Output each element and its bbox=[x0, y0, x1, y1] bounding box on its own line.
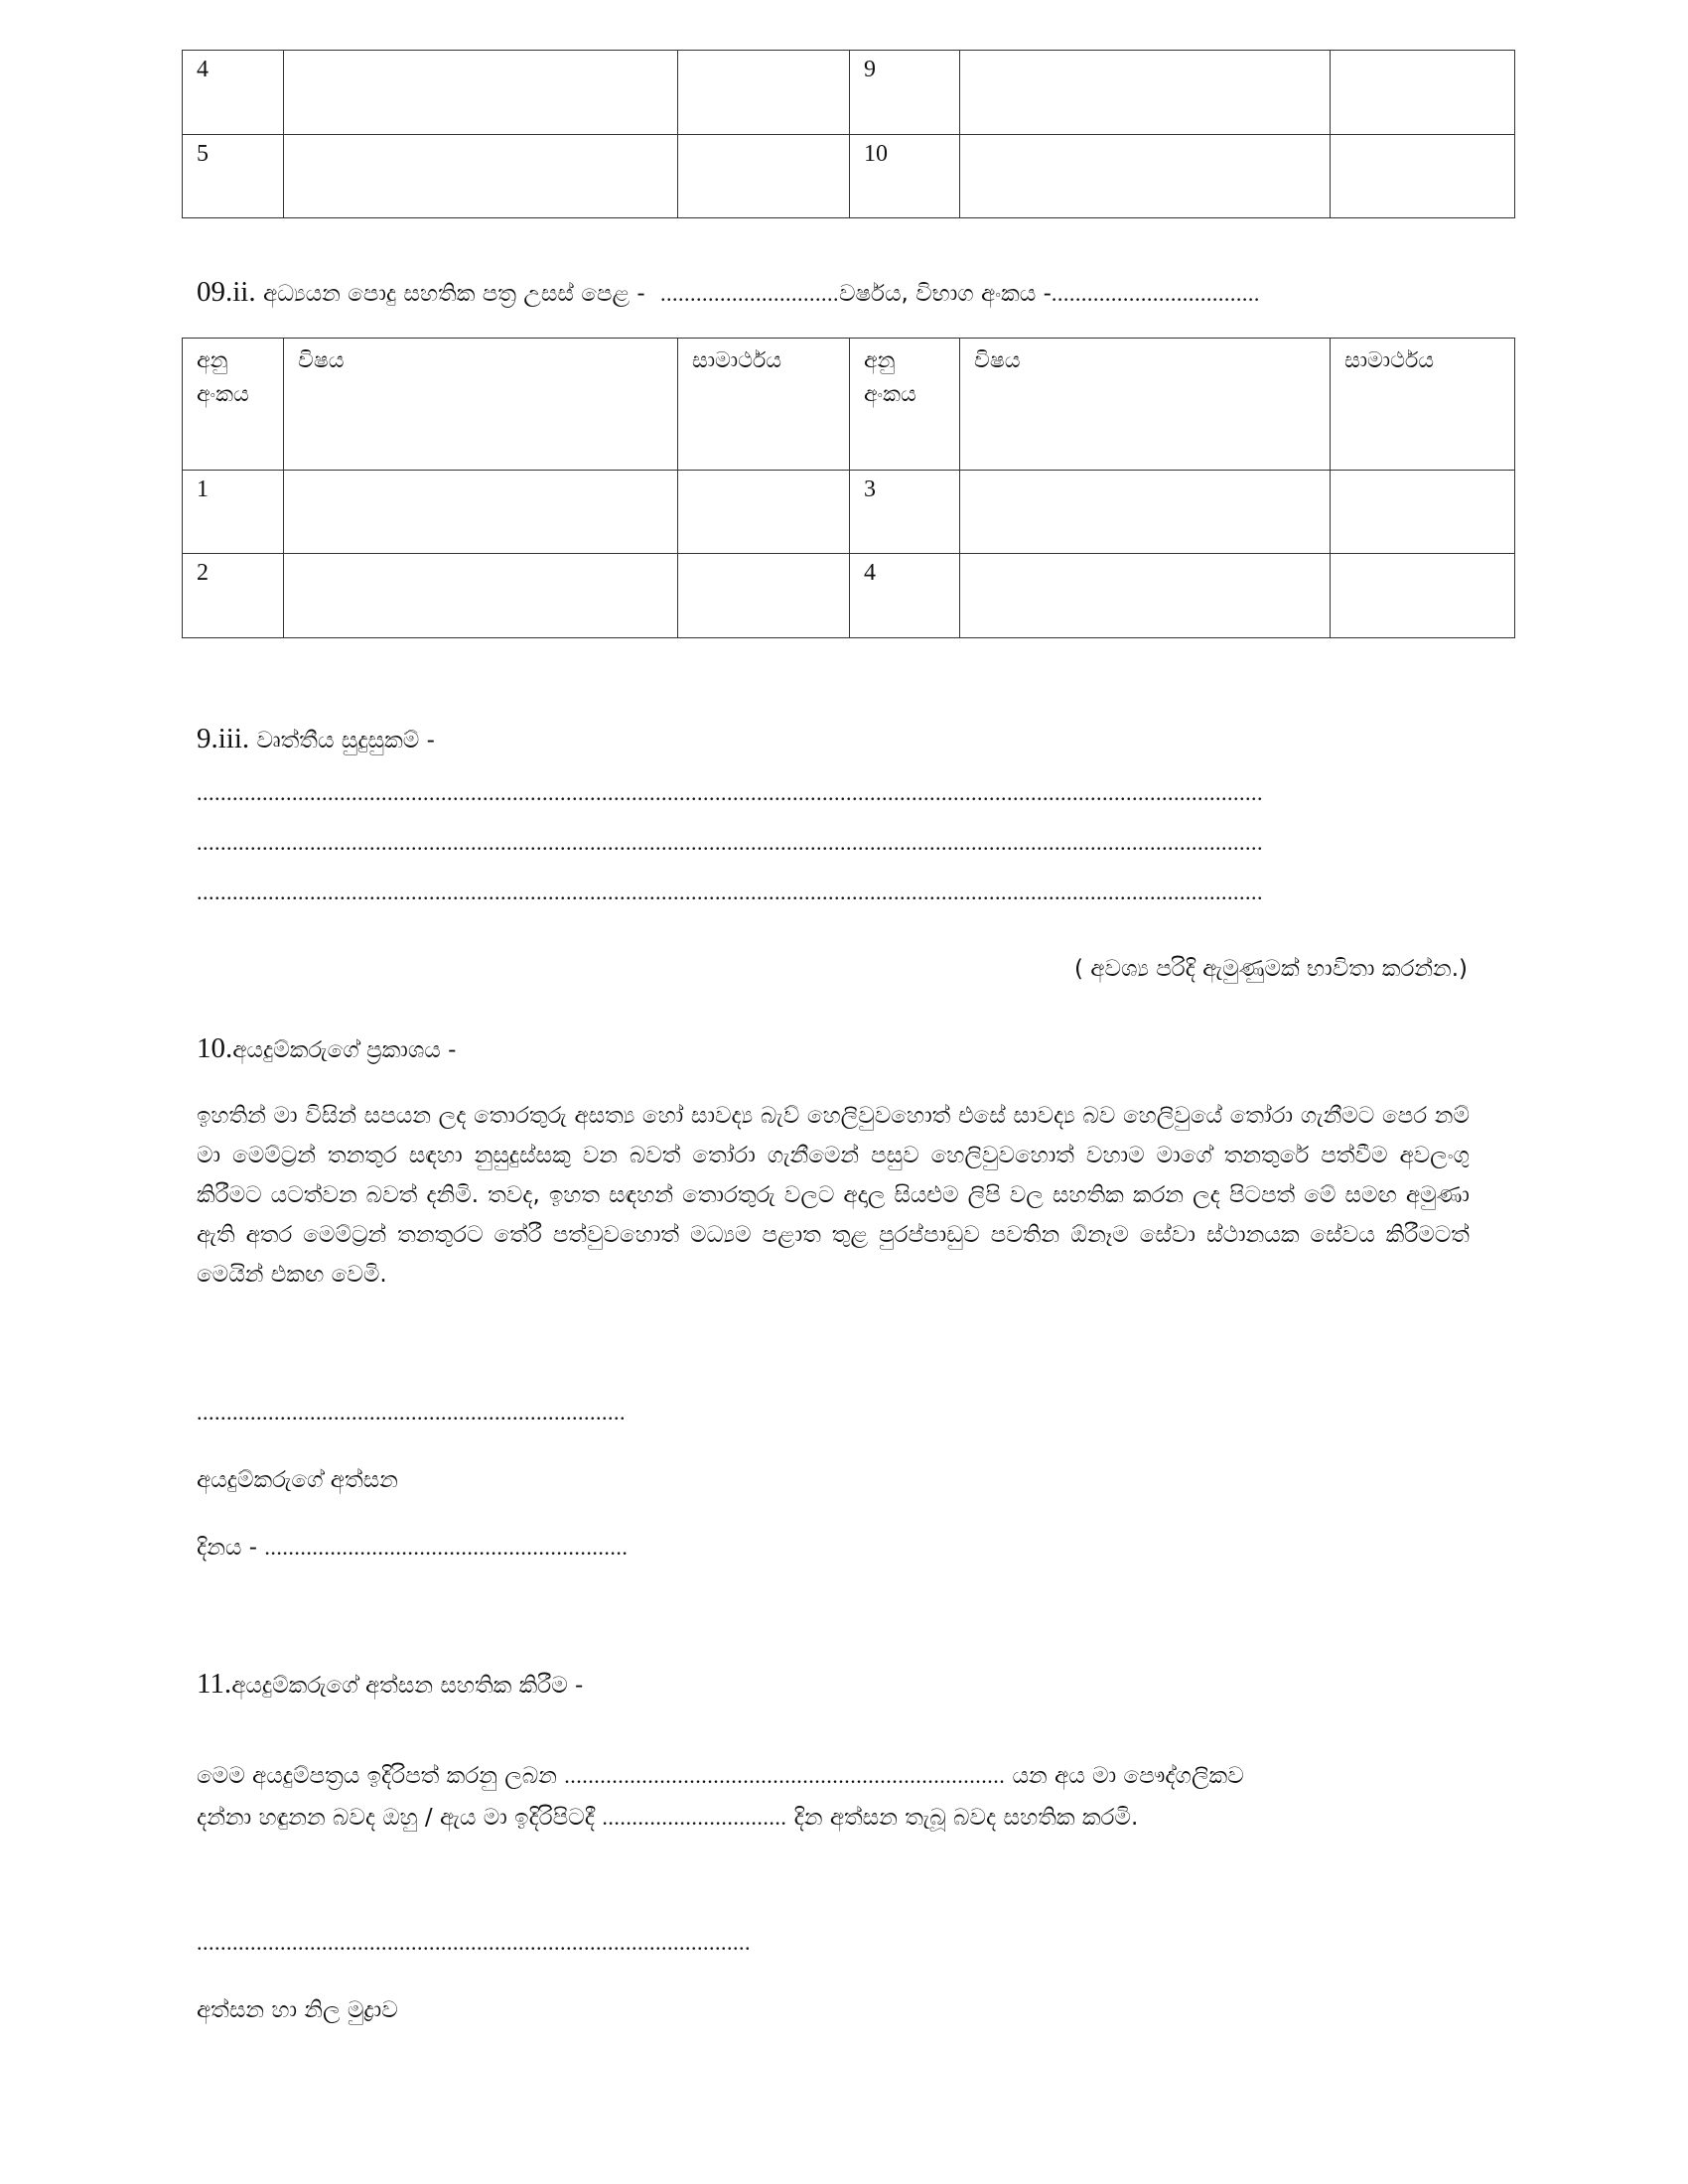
applicant-signature-label: අයදුම්කරුගේ අත්සන bbox=[197, 1467, 398, 1493]
year-index-label: වර්ෂය, විභාග අංකය - bbox=[838, 281, 1052, 307]
subject-cell[interactable] bbox=[284, 51, 678, 135]
index-cell: 2 bbox=[183, 554, 284, 638]
subject-cell[interactable] bbox=[284, 554, 678, 638]
grade-cell[interactable] bbox=[1331, 51, 1515, 135]
grade-cell[interactable] bbox=[678, 471, 850, 554]
subject-cell[interactable] bbox=[960, 51, 1331, 135]
grade-cell[interactable] bbox=[1331, 554, 1515, 638]
table-row bbox=[183, 554, 1515, 638]
grade-cell[interactable] bbox=[1331, 471, 1515, 554]
section-number: 10. bbox=[197, 1032, 233, 1064]
certification-text: දන්නා හඳුනන බවද ඔහු / ඇය මා ඉදිරිපිටදී bbox=[197, 1805, 596, 1831]
section-title: අයදුම්කරුගේ ප්‍රකාශය - bbox=[232, 1037, 457, 1063]
column-header-index: අනු අංකය bbox=[183, 339, 284, 471]
certification-text: යන අය මා පෞද්ගලිකව bbox=[1012, 1763, 1244, 1789]
section-10-heading bbox=[197, 1032, 456, 1065]
grade-cell[interactable] bbox=[678, 554, 850, 638]
date-field[interactable]: ............................................................. bbox=[264, 1535, 629, 1560]
official-signature-line[interactable]: ............................................................................................. bbox=[197, 1930, 751, 1955]
table-row bbox=[183, 51, 1515, 135]
column-header-grade: සාමාර්ථය bbox=[1331, 339, 1515, 471]
index-cell: 3 bbox=[850, 471, 960, 554]
section-number: 09.ii. bbox=[197, 276, 256, 308]
index-cell: 4 bbox=[183, 51, 284, 135]
official-signature-label: අත්සන හා නිල මුද්‍රාව bbox=[197, 1997, 398, 2023]
declaration-paragraph: ඉහතින් මා විසින් සපයන ලද තොරතුරු අසත්‍ය හෝ සාවද්‍ය බැව් හෙලිවුවහොත් එසේ සාවද්‍ය බව හෙලිවුයේ තෝරා ගැනීමට පෙර නම් මා මෙම්ට්‍රන් තනතුර සඳහා නුසුදුස්සකු වන බවත් තෝරා ගැනීමෙන් පසුව හෙලිවුවහොත් වහාම මාගේ තනතුරේ පත්වීම අවලංගු කිරීමට යටත්වන බවත් දනිමි. තවද, ඉහත සඳහන් තොරතුරු වලට අදාල සියළුම ලිපි වල සහතික කරන ලද පිටපත් මේ සමඟ අමුණා ඇති අතර මෙම්ට්‍රන් තනතුරට තේරී පත්වුවහොත් මධ්‍යම පළාත තුළ පුරප්පාඩුව පවතින ඕනෑම සේවා ස්ථානයක සේවය කිරීමටත් මෙයින් එකඟ වෙමි. bbox=[197, 1103, 1470, 1288]
column-header-grade: සාමාර්ථය bbox=[678, 339, 850, 471]
index-cell: 10 bbox=[850, 135, 960, 218]
section-number: 11. bbox=[197, 1668, 232, 1700]
certification-line-1 bbox=[197, 1763, 1244, 1789]
grade-cell[interactable] bbox=[678, 135, 850, 218]
certification-text: දින අත්සන තැබූ බවද සහතික කරමි. bbox=[793, 1805, 1139, 1831]
grade-cell[interactable] bbox=[1331, 135, 1515, 218]
section-9ii-heading bbox=[197, 276, 1260, 309]
professional-qualifications-line[interactable]: ................................................................................................................................................................................... bbox=[197, 780, 1263, 805]
table-row bbox=[183, 471, 1515, 554]
subject-cell[interactable] bbox=[960, 471, 1331, 554]
professional-qualifications-line[interactable]: ................................................................................................................................................................................... bbox=[197, 880, 1263, 904]
date-label: දිනය - bbox=[197, 1535, 258, 1561]
section-number: 9.iii. bbox=[197, 723, 250, 754]
column-header-subject: විෂය bbox=[284, 339, 678, 471]
signing-date-field[interactable]: ............................... bbox=[602, 1805, 787, 1830]
applicant-name-field[interactable]: .......................................................................... bbox=[564, 1763, 1006, 1788]
index-cell: 1 bbox=[183, 471, 284, 554]
column-header-subject: විෂය bbox=[960, 339, 1331, 471]
index-cell: 4 bbox=[850, 554, 960, 638]
table-row bbox=[183, 135, 1515, 218]
subject-cell[interactable] bbox=[960, 554, 1331, 638]
section-11-heading bbox=[197, 1668, 583, 1701]
qualifications-table-top bbox=[182, 50, 1515, 218]
section-title: අධ්‍යයන පොදු සහතික පත්‍ර උසස් පෙළ - bbox=[262, 281, 645, 307]
grade-cell[interactable] bbox=[678, 51, 850, 135]
index-cell: 9 bbox=[850, 51, 960, 135]
section-title: අයදුම්කරුගේ අත්සන සහතික කිරීම - bbox=[231, 1673, 584, 1699]
year-field[interactable]: .............................. bbox=[659, 281, 839, 306]
applicant-signature-line[interactable]: ........................................................................ bbox=[197, 1400, 626, 1425]
index-number-field[interactable]: ................................... bbox=[1051, 281, 1260, 306]
attachment-note: ( අවශ්‍ය පරිදි ඇමුණුමක් භාවිතා කරන්න.) bbox=[1074, 956, 1468, 982]
section-9iii-heading bbox=[197, 723, 435, 755]
subject-cell[interactable] bbox=[284, 135, 678, 218]
column-header-index: අනු අංකය bbox=[850, 339, 960, 471]
table-header-row bbox=[183, 339, 1515, 471]
section-title: වෘත්තීය සුදුසුකම් - bbox=[256, 728, 435, 753]
certification-line-2 bbox=[197, 1805, 1138, 1831]
index-cell: 5 bbox=[183, 135, 284, 218]
subject-cell[interactable] bbox=[960, 135, 1331, 218]
subject-cell[interactable] bbox=[284, 471, 678, 554]
certification-text: මෙම අයදුම්පත්‍රය ඉදිරිපත් කරනු ලබන bbox=[197, 1763, 557, 1789]
date-row bbox=[197, 1535, 628, 1561]
al-results-table bbox=[182, 338, 1515, 638]
professional-qualifications-line[interactable]: ................................................................................................................................................................................... bbox=[197, 830, 1263, 855]
